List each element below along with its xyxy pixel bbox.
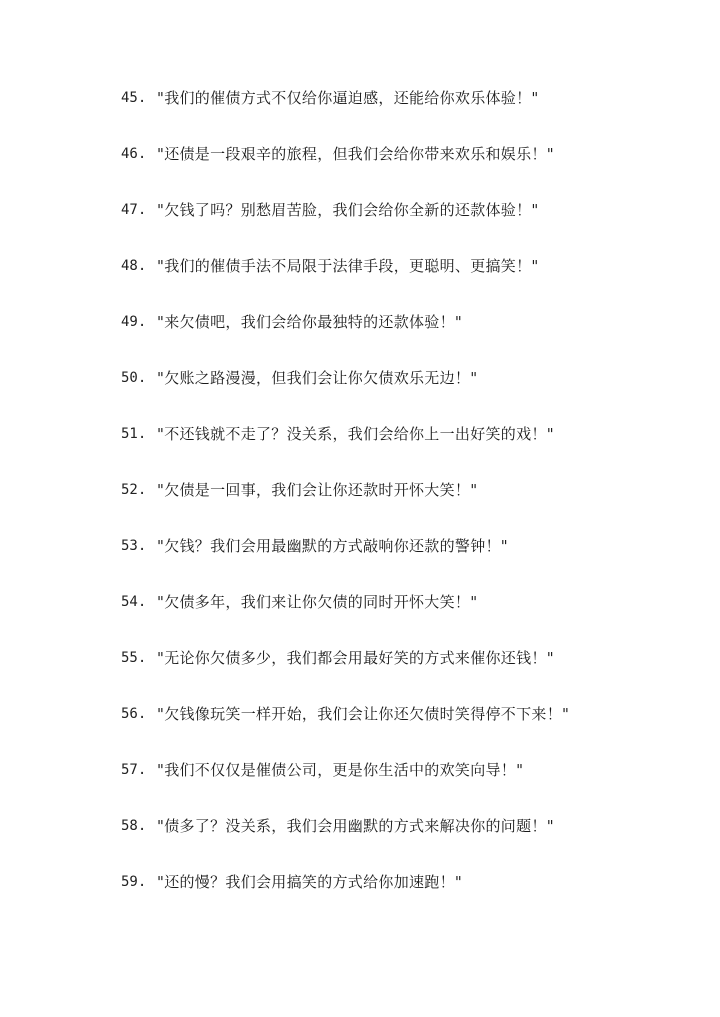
item-text: "不还钱就不走了？没关系，我们会给你上一出好笑的戏！" bbox=[157, 425, 554, 443]
item-number: 59. bbox=[121, 874, 147, 890]
item-text: "无论你欠债多少，我们都会用最好笑的方式来催你还钱！" bbox=[157, 649, 554, 667]
item-text: "还债是一段艰辛的旅程，但我们会给你带来欢乐和娱乐！" bbox=[157, 145, 554, 163]
list-item bbox=[121, 478, 681, 534]
item-number: 47. bbox=[121, 202, 147, 218]
item-text: "欠债多年，我们来让你欠债的同时开怀大笑！" bbox=[157, 593, 478, 611]
list-item bbox=[121, 534, 681, 590]
item-text: "欠钱像玩笑一样开始，我们会让你还欠债时笑得停不下来！" bbox=[157, 705, 570, 723]
item-number: 58. bbox=[121, 818, 147, 834]
list-item bbox=[121, 366, 681, 422]
item-text: "我们不仅仅是催债公司，更是你生活中的欢笑向导！" bbox=[157, 761, 524, 779]
list-item bbox=[121, 870, 681, 926]
slogan-list bbox=[121, 86, 681, 926]
item-number: 54. bbox=[121, 594, 147, 610]
item-number: 46. bbox=[121, 146, 147, 162]
list-item bbox=[121, 86, 681, 142]
list-item bbox=[121, 198, 681, 254]
item-number: 56. bbox=[121, 706, 147, 722]
list-item bbox=[121, 142, 681, 198]
item-text: "欠债是一回事，我们会让你还款时开怀大笑！" bbox=[157, 481, 478, 499]
item-text: "欠钱？我们会用最幽默的方式敲响你还款的警钟！" bbox=[157, 537, 509, 555]
item-number: 51. bbox=[121, 426, 147, 442]
list-item bbox=[121, 310, 681, 366]
item-number: 52. bbox=[121, 482, 147, 498]
item-text: "我们的催债方式不仅给你逼迫感，还能给你欢乐体验！" bbox=[157, 89, 539, 107]
list-item bbox=[121, 814, 681, 870]
item-number: 53. bbox=[121, 538, 147, 554]
list-item bbox=[121, 758, 681, 814]
item-number: 57. bbox=[121, 762, 147, 778]
list-item bbox=[121, 422, 681, 478]
item-text: "欠钱了吗？别愁眉苦脸，我们会给你全新的还款体验！" bbox=[157, 201, 539, 219]
item-text: "我们的催债手法不局限于法律手段，更聪明、更搞笑！" bbox=[157, 257, 539, 275]
list-item bbox=[121, 702, 681, 758]
item-text: "债多了？没关系，我们会用幽默的方式来解决你的问题！" bbox=[157, 817, 554, 835]
item-number: 55. bbox=[121, 650, 147, 666]
item-number: 50. bbox=[121, 370, 147, 386]
item-text: "欠账之路漫漫，但我们会让你欠债欢乐无边！" bbox=[157, 369, 478, 387]
item-text: "来欠债吧，我们会给你最独特的还款体验！" bbox=[157, 313, 463, 331]
item-number: 45. bbox=[121, 90, 147, 106]
item-number: 49. bbox=[121, 314, 147, 330]
list-item bbox=[121, 254, 681, 310]
list-item bbox=[121, 646, 681, 702]
list-item bbox=[121, 590, 681, 646]
item-text: "还的慢？我们会用搞笑的方式给你加速跑！" bbox=[157, 873, 463, 891]
item-number: 48. bbox=[121, 258, 147, 274]
